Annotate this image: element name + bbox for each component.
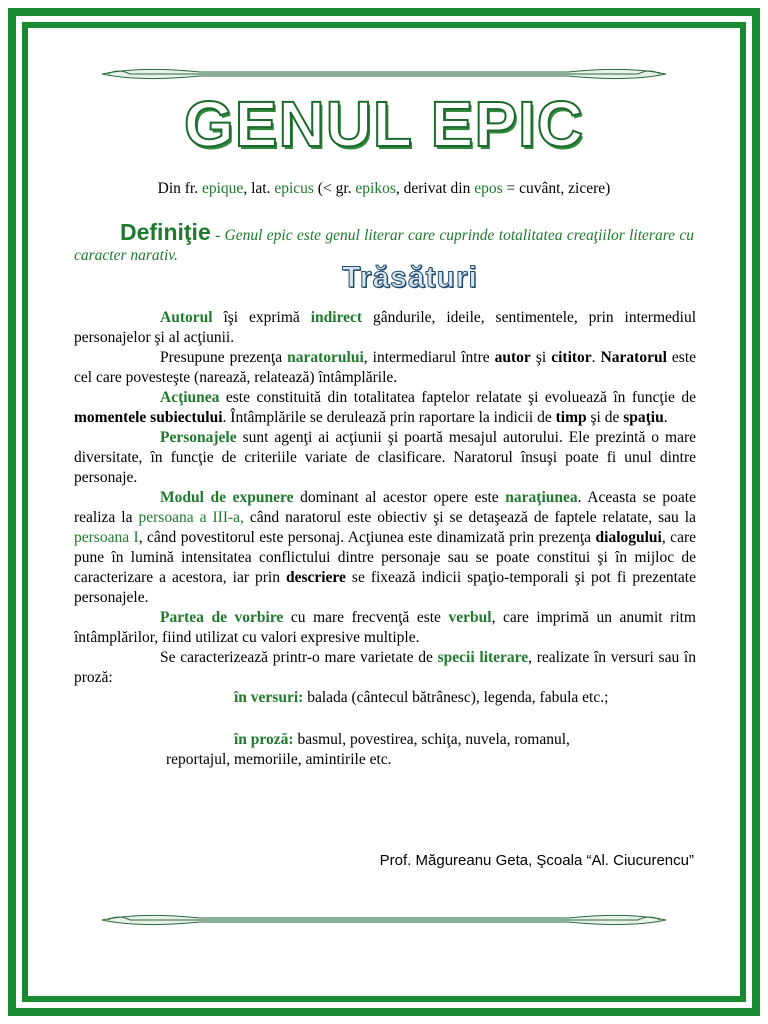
item-text: când naratorul este obiectiv şi se detaşează de faptele relatate, sau la: [243, 509, 696, 526]
item-text: , intermediarul între: [363, 349, 495, 366]
item-text: Se caracterizează printr-o mare varietate de: [160, 649, 438, 666]
item-text: Presupune prezenţa: [160, 349, 288, 366]
keyword: naratorului: [287, 349, 364, 366]
item-text: îşi exprimă: [212, 309, 311, 326]
item-text: este constituită din totalitatea faptelor relatate şi evoluează în funcţie de: [219, 389, 696, 406]
item-text: dominant al acestor opere este: [293, 489, 506, 506]
item-text: .: [591, 349, 601, 366]
item-text: , care pune în lumină intensitatea conflictului dintre personaje sau se poate constitui şi în mijloc de caracterizare a acestora, iar prin: [74, 529, 696, 586]
keyword: naraţiunea: [505, 489, 578, 506]
etymology-text: , lat.: [243, 180, 275, 197]
top-flourish-divider: [100, 66, 668, 82]
etymology-text: (< gr.: [313, 180, 356, 197]
page-title: GENUL EPIC: [184, 88, 584, 160]
features-list: [74, 308, 696, 770]
author-signature: Prof. Măgureanu Geta, Şcoala “Al. Ciucurencu”: [379, 852, 694, 869]
item-text: este cel care povesteşte (narează, relatează) întâmplările.: [74, 349, 697, 386]
list-item: [74, 308, 696, 348]
bold-term: spaţiu: [623, 409, 664, 426]
list-item: [74, 348, 696, 388]
item-text: gândurile, ideile, sentimentele, prin intermediul personajelor şi al acţiunii.: [74, 309, 696, 346]
item-text: , care imprimă un anumit ritm întâmplărilor, fiind utilizat cu valori expresive multiple.: [74, 609, 696, 646]
list-item: [74, 648, 696, 688]
prose-continuation: reportajul, memoriile, amintirile etc.: [166, 751, 392, 768]
bottom-flourish-divider: [100, 912, 668, 928]
bold-term: timp: [555, 409, 587, 426]
item-text: . Întâmplările se derulează prin raportare la indicii de: [222, 409, 556, 426]
green-term: persoana a III-a,: [138, 509, 244, 526]
prose-text: basmul, povestirea, schiţa, nuvela, romanul,: [293, 731, 570, 748]
bold-term: momentele subiectului: [74, 409, 223, 426]
etymology-line: [0, 180, 768, 198]
verse-label: în versuri:: [234, 689, 304, 706]
definition-text: - Genul epic este genul literar care cuprinde totalitatea creaţiilor literare cu caracter narativ.: [74, 227, 694, 264]
verse-text: balada (cântecul bătrânesc), legenda, fabula etc.;: [303, 689, 609, 706]
etymology-text: , derivat din: [395, 180, 475, 197]
bold-term: dialogului: [595, 529, 662, 546]
item-text: şi de: [586, 409, 624, 426]
definition-heading: Definiţie: [120, 219, 211, 245]
list-item: [74, 428, 696, 488]
etymology-text: Din fr.: [157, 180, 202, 197]
item-text: . Aceasta se poate realiza la: [74, 489, 696, 526]
keyword: indirect: [310, 309, 363, 326]
keyword: Modul de expunere: [160, 489, 294, 506]
item-text: .: [663, 409, 668, 426]
etymology-word: epos: [474, 180, 503, 197]
green-term: persoana I: [74, 529, 139, 546]
bold-term: descriere: [285, 569, 346, 586]
prose-subitem: [234, 730, 696, 750]
item-text: , când povestitorul este personaj. Acţiunea este dinamizată prin prezenţa: [138, 529, 596, 546]
etymology-word: epicus: [274, 180, 314, 197]
keyword: verbul: [448, 609, 492, 626]
item-text: sunt agenţi ai acţiunii şi poartă mesajul autorului. Ele prezintă o mare diversitate, în funcţie de criteriile variate de clasificare. Naratorul însuşi poate fi unul dintre personaje.: [74, 429, 696, 486]
item-text: se fixează indicii spaţio-temporali şi pot fi prezentate personajele.: [74, 569, 696, 606]
keyword: Autorul: [160, 309, 213, 326]
section-subtitle: Trăsături: [342, 261, 478, 294]
list-item: [74, 608, 696, 648]
item-text: şi: [530, 349, 552, 366]
verse-subitem: [234, 688, 696, 708]
list-item: [74, 488, 696, 608]
list-item: [74, 388, 696, 428]
item-text: , realizate în versuri sau în proză:: [74, 649, 696, 686]
bold-term: cititor: [551, 349, 592, 366]
etymology-word: epikos: [355, 180, 396, 197]
keyword: specii literare: [437, 649, 529, 666]
etymology-text: = cuvânt, zicere): [502, 180, 611, 197]
bold-term: Naratorul: [600, 349, 667, 366]
keyword: Personajele: [160, 429, 237, 446]
etymology-word: epique: [201, 180, 244, 197]
item-text: cu mare frecvenţă este: [283, 609, 449, 626]
keyword: Acţiunea: [160, 389, 220, 406]
prose-label: în proză:: [234, 731, 294, 748]
definition-block: [74, 219, 694, 266]
keyword: Partea de vorbire: [160, 609, 284, 626]
bold-term: autor: [494, 349, 531, 366]
